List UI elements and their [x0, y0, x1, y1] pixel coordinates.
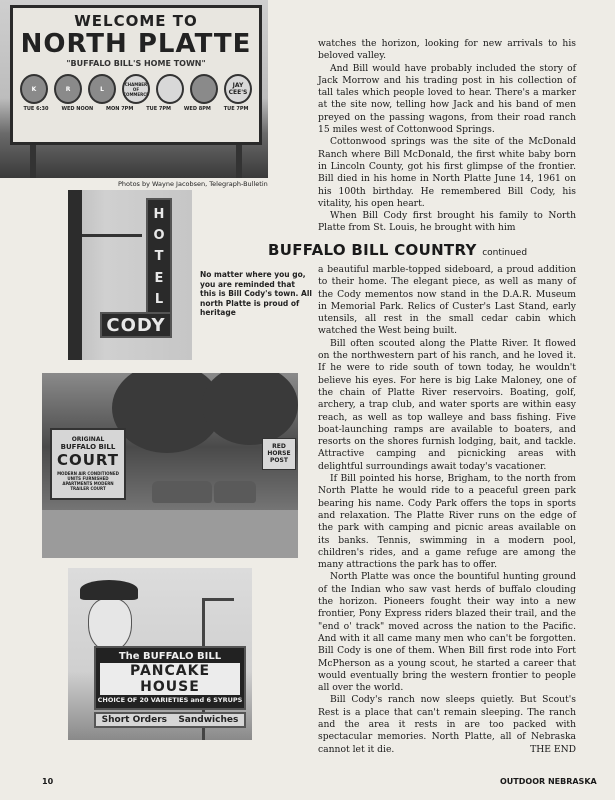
welcome-billboard [10, 5, 262, 145]
photo-buffalo-bill-court [42, 373, 298, 558]
trading-post-sign: RED HORSE POST [262, 438, 296, 470]
article-paragraph-text: Bill Cody's ranch now sleeps quietly. But Scout's Rest is a place that can't remain sleeping. The ranch and the area it rests in are too packed with spectacular memories. North Platte, all of Nebraska cannot let it die. [318, 694, 576, 755]
car [152, 481, 212, 503]
cody-sign: CODY [100, 312, 172, 338]
article-paragraph: North Platte was once the bountiful hunting ground of the Indian who saw vast herds of buffalo clouding the horizon. Pioneers fought their way into a new frontier, Pony Express riders blazed their trail, and the "end o' track" moved across the nation to the Pacific. And with it all came many men who can't be forgotten. Bill Cody is one of them. When Bill first rode into Fort McPherson as a young scout, he started a career that would eventually bring the western frontier to people all over the world. [318, 571, 576, 694]
sign-post [30, 142, 36, 178]
kiwanis-emblem-icon: K [20, 74, 48, 104]
hotel-letter: O [153, 228, 165, 244]
photo-pancake-house-sign [68, 568, 252, 740]
meeting-times [13, 106, 259, 112]
pancake-house-sign [94, 646, 246, 710]
hotel-letter: E [154, 270, 164, 286]
street-lamp-arm [202, 598, 234, 601]
article-paragraph: watches the horizon, looking for new arrivals to his beloved valley. [318, 38, 576, 62]
billboard-city-text: NORTH PLATTE [20, 29, 252, 59]
meeting-time: TUE 6:30 [23, 106, 49, 112]
sandwiches-text: Sandwiches [178, 715, 239, 725]
article-column-top [318, 38, 576, 235]
article-paragraph: And Bill would have probably included the story of Jack Morrow and his trading post in his collection of tall tales which people loved to hear. There's a marker at the site now, telling how Jack and his band of men preyed on the passing wagons, from their road ranch 15 miles west of Cottonwood Springs. [318, 62, 576, 136]
club-emblem-icon [156, 74, 184, 104]
rotary-emblem-icon: R [54, 74, 82, 104]
photo-caption: No matter where you go, you are reminded that this is Bill Cody's town. All north Platte is proud of heritage [200, 270, 312, 317]
court-sign-name: BUFFALO BILL [60, 443, 116, 451]
pancake-sign-house: PANCAKE HOUSE [100, 663, 240, 695]
hotel-letter: H [153, 207, 165, 223]
chamber-emblem-icon: CHAMBER OF COMMERCE [122, 74, 150, 104]
pancake-sign-orders [94, 712, 246, 728]
short-orders-text: Short Orders [101, 715, 168, 725]
pancake-sign-choice: CHOICE OF 20 VARIETIES and 6 SYRUPS [97, 696, 243, 704]
road [42, 510, 298, 558]
article-paragraph: Bill often scouted along the Platte River. It flowed on the northwestern part of his ranch, and he loved it. If he were to ride south of town today, he wouldn't believe his eyes. For here is big Lake Maloney, one of the chain of Platte River reservoirs. Boating, golf, archery, a trap club, and water sports are within easy reach, as well as top walleye and bass fishing. Five boat-launching ramps are available to boaters, and resorts on the shores furnish lodging, bait, and tackle. Attractive camping and picnicking areas with delightful surroundings await today's vacationer. [318, 337, 576, 472]
article-paragraph: If Bill pointed his horse, Brigham, to the north from North Platte he would ride to a peaceful green park bearing his name. Cody Park offers the tops in sports and relaxation. The Platte River runs on the edge of the park with camping and picnic areas available on its banks. Tennis, swimming in a modern pool, children's rides, and a game refuge are among the many attractions the park has to offer. [318, 473, 576, 571]
meeting-time: TUE 7PM [146, 106, 171, 112]
hotel-letter: T [154, 249, 164, 265]
hotel-vertical-sign [146, 198, 172, 316]
hotel-letter: L [154, 291, 164, 307]
magazine-name: OUTDOOR NEBRASKA [500, 777, 597, 786]
court-sign-details: MODERN AIR CONDITIONED UNITS FURNISHED APARTMENTS MODERN TRAILER COURT [57, 471, 119, 491]
buffalo-bill-figure [88, 598, 132, 652]
billboard-welcome-text: WELCOME TO [74, 12, 198, 30]
jaycees-emblem-icon: JAY CEE'S [224, 74, 252, 104]
tree [202, 373, 298, 445]
pancake-sign-title: The BUFFALO BILL [118, 651, 222, 662]
article-paragraph: When Bill Cody first brought his family to North Platte from St. Louis, he brought with him [318, 210, 576, 234]
meeting-time: WED NOON [61, 106, 94, 112]
american-legion-emblem-icon [190, 74, 218, 104]
meeting-time: WED 8PM [183, 106, 211, 112]
page-number: 10 [42, 777, 54, 786]
article-paragraph: Cottonwood springs was the site of the McDonald Ranch where Bill McDonald, the first white baby born in Lincoln County, got his first glimpse of the frontier. Bill died in his home in North Platte June 14, 1961 on his 100th birthday. He remembered Bill Cody, his vitality, his open heart. [318, 136, 576, 209]
court-sign-original: ORIGINAL [71, 436, 105, 443]
car [214, 481, 256, 503]
sign-bracket [82, 234, 142, 237]
article-column-main [318, 264, 576, 756]
court-sign-court: COURT [56, 451, 120, 469]
meeting-time: MON 7PM [106, 106, 134, 112]
building-wall [68, 190, 82, 360]
photo-welcome-sign [0, 0, 268, 178]
court-sign [50, 428, 126, 500]
article-paragraph: a beautiful marble-topped sideboard, a proud addition to their home. The elegant piece, as well as many of the Cody mementos now stand in the D.A.R. Museum in Memorial Park. Relics of Custer's Last Stand, early utensils, all rest in the small cedar cabin which watched the West being built. [318, 264, 576, 337]
article-heading-title: BUFFALO BILL COUNTRY [268, 241, 477, 259]
billboard-tagline: "BUFFALO BILL'S HOME TOWN" [66, 59, 206, 68]
article-paragraph-last [318, 694, 576, 755]
lions-emblem-icon: L [88, 74, 116, 104]
cowboy-hat-icon [80, 580, 138, 600]
article-heading-continued: continued [482, 248, 528, 258]
article-heading [268, 241, 527, 259]
photo-hotel-cody-sign [68, 190, 192, 360]
photo-credit: Photos by Wayne Jacobsen, Telegraph-Bulletin [118, 180, 268, 188]
the-end: THE END [530, 743, 576, 755]
club-emblems [13, 74, 259, 104]
sign-post [236, 142, 242, 178]
meeting-time: TUE 7PM [223, 106, 249, 112]
